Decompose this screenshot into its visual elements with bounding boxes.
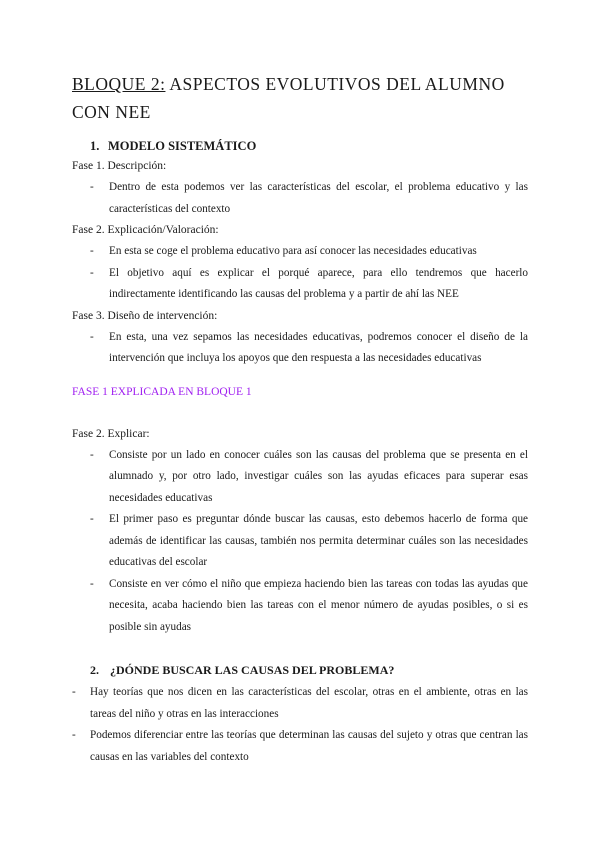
list-item xyxy=(72,241,528,263)
list-item-text: Hay teorías que nos dicen en las características del escolar, otras en el ambiente, otras en las tareas del niño y otras en las interacciones xyxy=(90,686,528,720)
dash-marker: - xyxy=(90,266,94,279)
section-2-list xyxy=(72,682,528,768)
section-2-title: ¿DÓNDE BUSCAR LAS CAUSAS DEL PROBLEMA? xyxy=(110,663,395,677)
list-item-text: Consiste en ver cómo el niño que empieza haciendo bien las tareas con todas las ayudas que necesita, acaba haciendo bien las tareas con el menor número de ayudas posibles, o si es posible sin ayudas xyxy=(109,577,528,633)
dash-marker: - xyxy=(90,245,94,257)
list-item xyxy=(72,725,528,768)
list-item xyxy=(72,327,528,370)
dash-marker: - xyxy=(90,330,94,343)
dash-marker: - xyxy=(90,577,94,590)
list-item-text: Podemos diferenciar entre las teorías que determinan las causas del sujeto y otras que centran las causas en las variables del contexto xyxy=(90,729,528,763)
list-item-text: En esta se coge el problema educativo para así conocer las necesidades educativas xyxy=(109,245,477,257)
list-item xyxy=(72,574,528,639)
dash-marker: - xyxy=(72,729,76,741)
list-item xyxy=(72,509,528,574)
dash-marker: - xyxy=(90,448,94,461)
section-1-title: MODELO SISTEMÁTICO xyxy=(108,139,257,153)
phase-1-label: Fase 1. Descripción: xyxy=(72,160,167,172)
phase-3-label: Fase 3. Diseño de intervención: xyxy=(72,309,218,322)
list-item-text: Consiste por un lado en conocer cuáles son las causas del problema que se presenta en el alumnado y, por otro lado, investigar cuáles son las ayudas eficaces para superar esas necesidades educativas xyxy=(109,448,528,504)
phase-2-label: Fase 2. Explicación/Valoración: xyxy=(72,224,219,236)
section-1-heading xyxy=(90,138,528,154)
phase-3-list xyxy=(72,327,528,370)
list-item-text: El objetivo aquí es explicar el porqué aparece, para ello tendremos que hacerlo indirectamente identificando las causas del problema y a partir de ahí las NEE xyxy=(109,266,528,300)
section-2-number: 2. xyxy=(90,663,99,677)
dash-marker: - xyxy=(90,181,94,193)
explain-list xyxy=(72,445,528,639)
list-item xyxy=(72,177,528,220)
dash-marker: - xyxy=(72,686,76,698)
list-item-text: En esta, una vez sepamos las necesidades educativas, podremos conocer el diseño de la intervención que incluya los apoyos que den respuesta a las necesidades educativas xyxy=(109,330,528,364)
list-item-text: Dentro de esta podemos ver las características del escolar, el problema educativo y las características del contexto xyxy=(109,181,528,215)
title-prefix: BLOQUE 2: xyxy=(72,74,166,94)
section-1-number: 1. xyxy=(90,139,100,153)
list-item xyxy=(72,263,528,306)
section-2-heading xyxy=(90,662,528,678)
list-item xyxy=(72,445,528,510)
explain-label: Fase 2. Explicar: xyxy=(72,427,150,440)
list-item xyxy=(72,682,528,725)
dash-marker: - xyxy=(90,513,94,525)
phase-2-list xyxy=(72,241,528,306)
page-title xyxy=(72,70,528,126)
phase-1-list xyxy=(72,177,528,220)
title-rest: ASPECTOS EVOLUTIVOS DEL ALUMNO CON NEE xyxy=(72,74,505,122)
list-item-text: El primer paso es preguntar dónde buscar las causas, esto debemos hacerlo de forma que además de identificar las causas, también nos permita determinar cuáles son las necesidades educativas del escolar xyxy=(109,513,528,568)
phase-1-note: FASE 1 EXPLICADA EN BLOQUE 1 xyxy=(72,385,252,398)
